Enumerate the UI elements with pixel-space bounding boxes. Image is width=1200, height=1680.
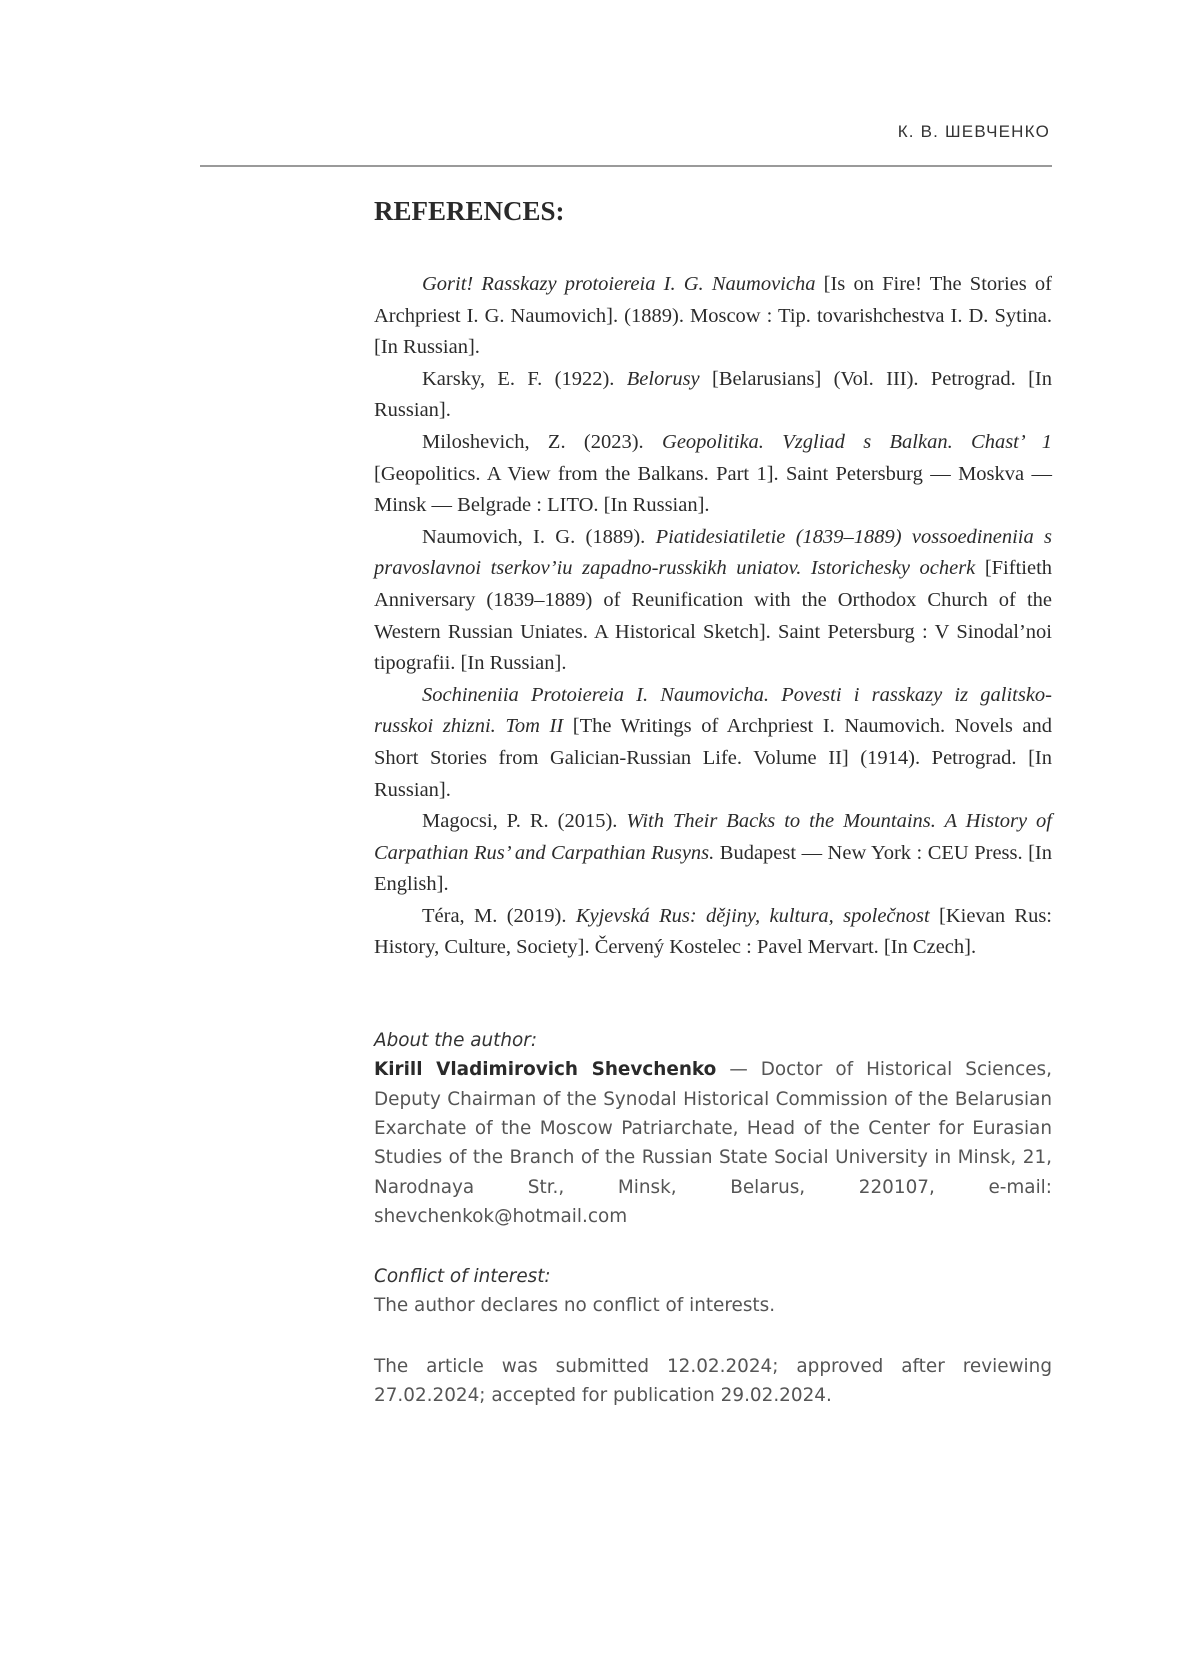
reference-title: With Their Backs to the Mountains. A History of Carpathian Rus’ and Carpathian Rusyns. bbox=[374, 810, 1052, 864]
reference-item bbox=[374, 901, 1052, 964]
reference-title: Kyjevská Rus: dějiny, kultura, společnost bbox=[575, 904, 930, 927]
author-bio bbox=[374, 1055, 1052, 1231]
reference-details: [Belarusians] (Vol. III). Petrograd. [In Russian]. bbox=[374, 367, 1053, 422]
page-content bbox=[374, 196, 1052, 1410]
reference-author: Naumovich, I. G. (1889). bbox=[422, 525, 656, 548]
reference-title: Belorusy bbox=[626, 367, 700, 390]
references-heading: REFERENCES: bbox=[374, 196, 565, 226]
reference-title: Sochineniia Protoiereia I. Naumovicha. Povesti i rasskazy iz galitsko-russkoi zhizni. Tom II bbox=[374, 683, 1052, 738]
reference-details: [Kievan Rus: History, Culture, Society]. Červený Kostelec : Pavel Mervart. [In Czech]. bbox=[374, 904, 1052, 959]
reference-author: Magocsi, P. R. (2015). bbox=[422, 810, 627, 833]
reference-item bbox=[374, 806, 1052, 901]
reference-details: [Geopolitics. A View from the Balkans. Part 1]. Saint Petersburg — Moskva — Minsk — Belgrade : LITO. [In Russian]. bbox=[374, 462, 1052, 517]
reference-item bbox=[374, 522, 1052, 680]
author-name: Kirill Vladimirovich Shevchenko bbox=[374, 1059, 717, 1081]
about-author-section bbox=[374, 1026, 1052, 1410]
reference-title: Geopolitika. Vzgliad s Balkan. Chast’ 1 bbox=[662, 430, 1052, 453]
conflict-of-interest-text: The author declares no conflict of interests. bbox=[374, 1295, 776, 1317]
reference-details: Budapest — New York : CEU Press. [In English]. bbox=[374, 841, 1053, 896]
reference-author: Téra, M. (2019). bbox=[422, 904, 576, 927]
reference-title: Piatidesiatiletie (1839–1889) vossoedineniia s pravoslavnoi tserkov’iu zapadno-russkikh uniatov. Istorichesky ocherk bbox=[374, 525, 1052, 580]
about-author-label: About the author: bbox=[374, 1030, 538, 1052]
author-description: — Doctor of Historical Sciences, Deputy Chairman of the Synodal Historical Commission of the Belarusian Exarchate of the Moscow Patriarchate, Head of the Center for Eurasian Studies of the Branch of the Russian State Social University in Minsk, 21, Narodnaya Str., Minsk, Belarus, 220107, e-mail: shevchenkok@hotmail.com bbox=[374, 1059, 1052, 1227]
reference-item bbox=[374, 364, 1052, 427]
header-rule bbox=[200, 165, 1052, 167]
conflict-of-interest-label: Conflict of interest: bbox=[374, 1266, 551, 1288]
publication-dates: The article was submitted 12.02.2024; approved after reviewing 27.02.2024; accepted for publication 29.02.2024. bbox=[374, 1355, 1052, 1407]
reference-item bbox=[374, 269, 1052, 364]
reference-item bbox=[374, 680, 1052, 806]
reference-title: Gorit! Rasskazy protoiereia I. G. Naumovicha bbox=[422, 273, 816, 295]
conflict-of-interest-section bbox=[374, 1262, 1052, 1321]
reference-details: [Is on Fire! The Stories of Archpriest I. G. Naumovich]. (1889). Moscow : Tip. tovarishchestva I. D. Sytina. [In Russian]. bbox=[374, 273, 1053, 359]
reference-list bbox=[374, 269, 1052, 964]
running-head: К. В. ШЕВЧЕНКО bbox=[897, 122, 1050, 141]
reference-details: [Fiftieth Anniversary (1839–1889) of Reunification with the Orthodox Church of the Western Russian Uniates. A Historical Sketch]. Saint Petersburg : V Sinodal’noi tipografii. [In Russian]. bbox=[374, 557, 1053, 675]
reference-details: [The Writings of Archpriest I. Naumovich. Novels and Short Stories from Galician-Russian Life. Volume II] (1914). Petrograd. [In Russian]. bbox=[374, 715, 1052, 801]
reference-author: Karsky, E. F. (1922). bbox=[422, 367, 627, 390]
reference-item bbox=[374, 427, 1052, 522]
reference-author: Miloshevich, Z. (2023). bbox=[422, 430, 663, 453]
